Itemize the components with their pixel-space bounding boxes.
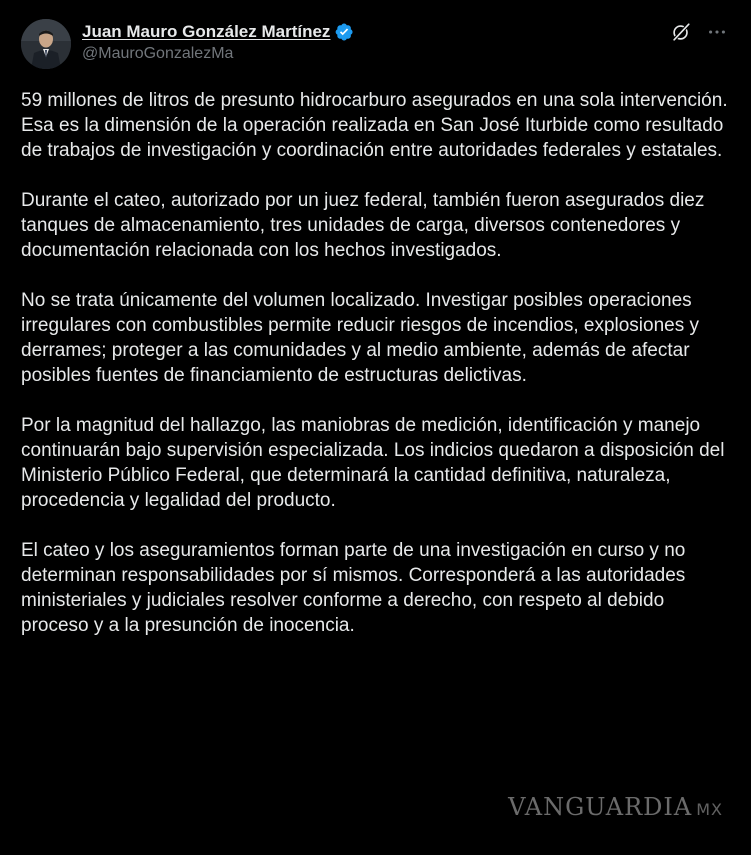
author-name-row <box>82 20 502 44</box>
post-actions <box>669 20 729 44</box>
post-paragraph: Durante el cateo, autorizado por un juez federal, también fueron asegurados diez tanques de almacenamiento, tres unidades de carga, diversos contenedores y documentación relacionada con los hechos investigados. <box>21 190 705 261</box>
grok-icon[interactable] <box>669 20 693 44</box>
profile-photo-icon <box>21 19 71 69</box>
post-paragraph: El cateo y los aseguramientos forman parte de una investigación en curso y no determinan responsabilidades por sí mismos. Corresponderá a las autoridades ministeriales y judiciales resolver conforme a derecho, con respeto al debido proceso y a la presunción de inocencia. <box>21 540 686 636</box>
author-handle[interactable]: @MauroGonzalezMa <box>82 45 234 62</box>
author-display-name[interactable]: Juan Mauro González Martínez <box>82 22 331 41</box>
watermark <box>508 793 723 821</box>
verified-badge-icon <box>334 22 354 42</box>
more-options-icon[interactable] <box>705 20 729 44</box>
post-paragraph: Por la magnitud del hallazgo, las maniobras de medición, identificación y manejo continuarán bajo supervisión especializada. Los indicios quedaron a disposición del Ministerio Público Federal, que determinará la cantidad definitiva, naturaleza, procedencia y legalidad del producto. <box>21 415 725 511</box>
post-body <box>21 88 733 663</box>
post-paragraph: No se trata únicamente del volumen localizado. Investigar posibles operaciones irregulares con combustibles permite reducir riesgos de incendios, explosiones y derrames; proteger a las comunidades y al medio ambiente, además de afectar posibles fuentes de financiamiento de estructuras delictivas. <box>21 290 699 386</box>
watermark-brand: VANGUARDIA <box>508 793 693 821</box>
author-info <box>82 20 502 63</box>
post-paragraph: 59 millones de litros de presunto hidrocarburo asegurados en una sola intervención. Esa es la dimensión de la operación realizada en San José Iturbide como resultado de trabajos de investigación y coordinación entre autoridades federales y estatales. <box>21 90 728 161</box>
watermark-suffix: MX <box>696 800 723 819</box>
author-avatar[interactable] <box>21 19 71 69</box>
